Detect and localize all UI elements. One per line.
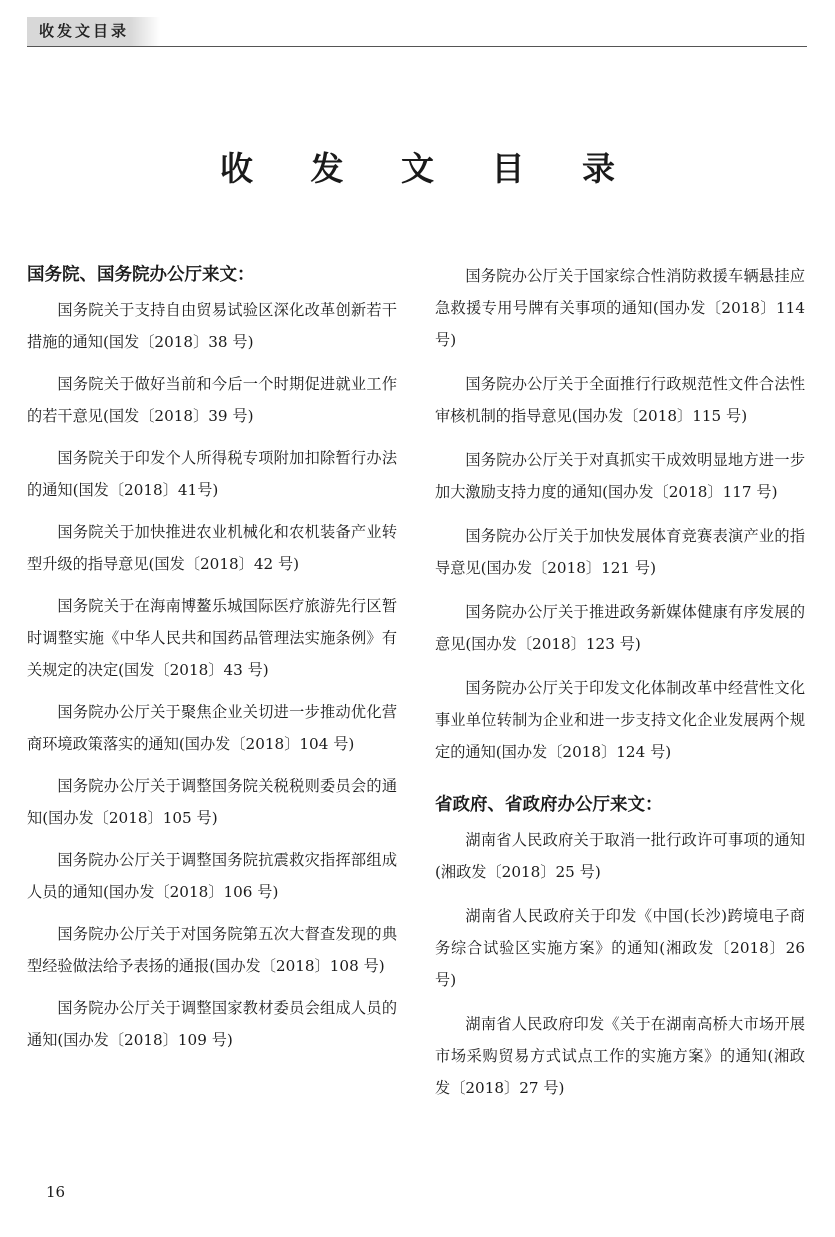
- document-entry: 国务院办公厅关于对真抓实干成效明显地方进一步加大激励支持力度的通知(国办发〔2018〕117 号): [435, 451, 805, 501]
- page-title: 收 发 文 目 录: [220, 149, 638, 188]
- document-entry: 国务院办公厅关于加快发展体育竞赛表演产业的指导意见(国办发〔2018〕121 号): [435, 527, 805, 577]
- document-entry: 国务院关于印发个人所得税专项附加扣除暂行办法的通知(国发〔2018〕41号): [27, 449, 397, 499]
- section-heading-provincial: 省政府、省政府办公厅来文：: [435, 795, 663, 815]
- document-entry: 湖南省人民政府关于印发《中国(长沙)跨境电子商务综合试验区实施方案》的通知(湘政发〔2018〕26 号): [435, 907, 805, 989]
- page-number: 16: [46, 1183, 66, 1201]
- running-header: [27, 17, 807, 47]
- header-tab-label: 收发文目录: [27, 17, 160, 46]
- document-entry: 湖南省人民政府关于取消一批行政许可事项的通知(湘政发〔2018〕25 号): [435, 831, 805, 881]
- document-entry: 国务院办公厅关于对国务院第五次大督查发现的典型经验做法给予表扬的通报(国办发〔2018〕108 号): [27, 925, 397, 975]
- document-entry: 国务院办公厅关于调整国家教材委员会组成人员的通知(国办发〔2018〕109 号): [27, 999, 397, 1049]
- document-entry: 国务院办公厅关于全面推行行政规范性文件合法性审核机制的指导意见(国办发〔2018〕115 号): [435, 375, 805, 425]
- document-entry: 国务院办公厅关于聚焦企业关切进一步推动优化营商环境政策落实的通知(国办发〔2018〕104 号): [27, 703, 397, 753]
- right-column: [435, 260, 805, 1116]
- document-entry: 国务院办公厅关于印发文化体制改革中经营性文化事业单位转制为企业和进一步支持文化企业发展两个规定的通知(国办发〔2018〕124 号): [435, 679, 805, 761]
- document-entry: 国务院关于在海南博鳌乐城国际医疗旅游先行区暂时调整实施《中华人民共和国药品管理法实施条例》有关规定的决定(国发〔2018〕43 号): [27, 597, 397, 679]
- document-entry: 国务院关于做好当前和今后一个时期促进就业工作的若干意见(国发〔2018〕39 号): [27, 375, 397, 425]
- document-entry: 湖南省人民政府印发《关于在湖南高桥大市场开展市场采购贸易方式试点工作的实施方案》的通知(湘政发〔2018〕27 号): [435, 1015, 805, 1097]
- document-entry: 国务院关于支持自由贸易试验区深化改革创新若干措施的通知(国发〔2018〕38 号): [27, 301, 397, 351]
- document-entry: 国务院关于加快推进农业机械化和农机装备产业转型升级的指导意见(国发〔2018〕42 号): [27, 523, 397, 573]
- document-entry: 国务院办公厅关于调整国务院关税税则委员会的通知(国办发〔2018〕105 号): [27, 777, 397, 827]
- left-column: [27, 260, 397, 1066]
- document-entry: 国务院办公厅关于推进政务新媒体健康有序发展的意见(国办发〔2018〕123 号): [435, 603, 805, 653]
- section-heading-state-council: 国务院、国务院办公厅来文：: [27, 265, 255, 285]
- document-entry: 国务院办公厅关于调整国务院抗震救灾指挥部组成人员的通知(国办发〔2018〕106 号): [27, 851, 397, 901]
- document-entry: 国务院办公厅关于国家综合性消防救援车辆悬挂应急救援专用号牌有关事项的通知(国办发〔2018〕114 号): [435, 267, 805, 349]
